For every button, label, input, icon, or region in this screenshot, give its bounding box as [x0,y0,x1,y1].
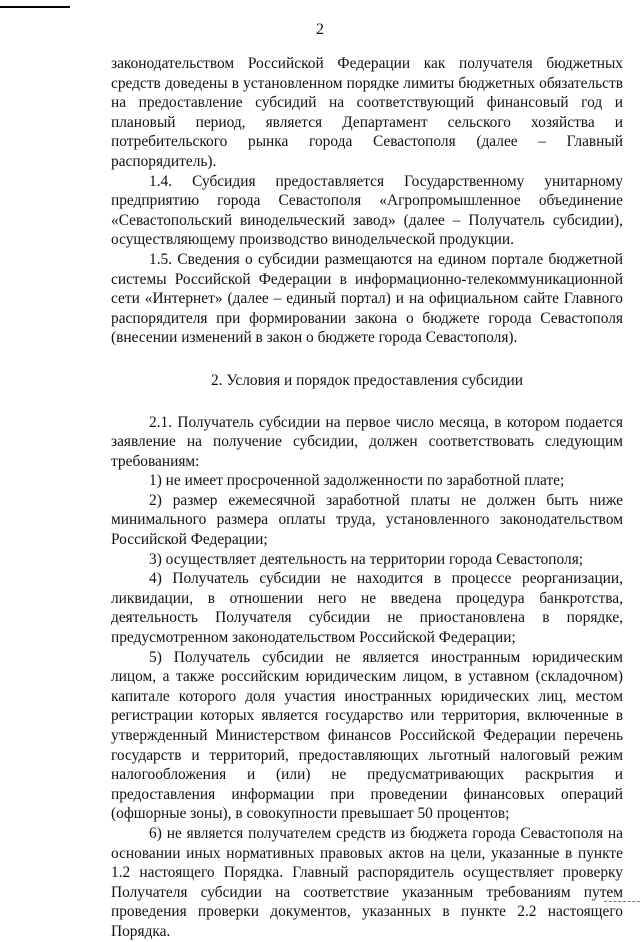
requirement-1: 1) не имеет просроченной задолженности по заработной плате; [149,472,565,490]
scan-corner-mark [604,901,640,905]
scan-edge-line [0,6,70,8]
intro-paragraph: законодательством Российской Федерации как получателя бюджетных средств доведены в установленном порядке лимиты бюджетных обязательств на предоставление субсидий на соответствующий финансовый год и плановый период, является Департамент сельского хозяйства и потребительского рынка города Севастополя (далее – Главный распорядитель). [111,55,623,170]
requirement-5: 5) Получатель субсидии не является иностранным юридическим лицом, а также российским юридическим лицом, в уставном (складочном) капитале которого доля участия иностранных юридических лиц, местом регистрации которых является государство или территория, включенные в утвержденный Министерством финансов Российской Федерации перечень государств и территорий, предоставляющих льготный налоговый режим налогообложения и (или) не предусматривающих раскрытия и предоставления информации при проведении финансовых операций (офшорные зоны), в совокупности превышает 50 процентов; [111,648,623,823]
requirement-4: 4) Получатель субсидии не находится в процессе реорганизации, ликвидации, в отношении него не введена процедура банкротства, деятельность Получателя субсидии не приостановлена в порядке, предусмотренном законодательством Российской Федерации; [111,570,623,647]
document-body [111,54,623,942]
page-number: 2 [316,21,324,38]
requirement-6: 6) не является получателем средств из бюджета города Севастополя на основании иных нормативных правовых актов на цели, указанные в пункте 1.2 настоящего Порядка. Главный распорядитель осуществляет проверку Получателя субсидии на соответствие указанным требованиям путем проведения проверки документов, указанных в пункте 2.2 настоящего Порядка. [111,824,623,940]
clause-1-4: 1.4. Субсидия предоставляется Государственному унитарному предприятию города Севастополя «Агропромышленное объединение «Севастопольский винодельческий завод» (далее – Получатель субсидии), осуществляющему производство винодельческой продукции. [111,172,623,249]
clause-1-5: 1.5. Сведения о субсидии размещаются на едином портале бюджетной системы Российской Федерации в информационно-телекоммуникационной сети «Интернет» (далее – единый портал) и на официальном сайте Главного распорядителя при формировании закона о бюджете города Севастополя (внесении изменений в закон о бюджете города Севастополя). [111,250,623,347]
section-2-heading: 2. Условия и порядок предоставления субсидии [210,371,524,389]
requirement-2: 2) размер ежемесячной заработной платы не должен быть ниже минимального размера оплаты труда, установленного законодательством Российской Федерации; [111,491,623,549]
requirement-3: 3) осуществляет деятельность на территории города Севастополя; [149,550,584,568]
clause-2-1: 2.1. Получатель субсидии на первое число месяца, в котором подается заявление на получение субсидии, должен соответствовать следующим требованиям: [111,413,623,470]
